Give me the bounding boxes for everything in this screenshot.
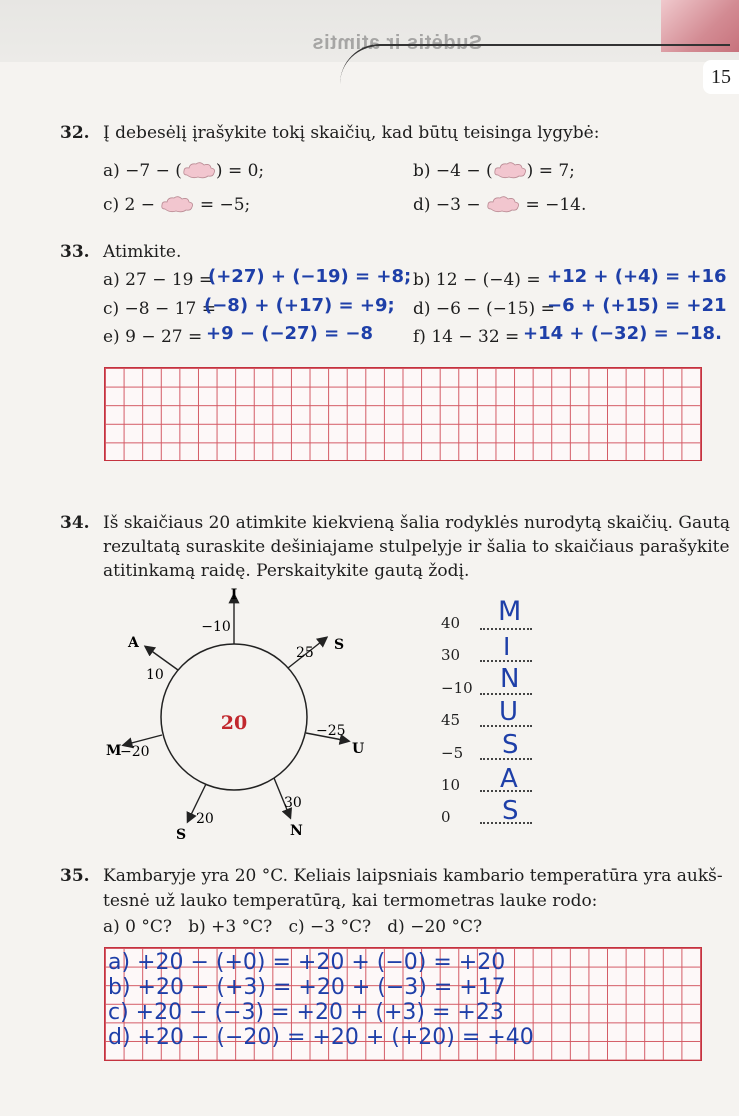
column-value: 40	[441, 614, 461, 632]
ex35-answer-b: b) +20 − (+3) = +20 + (−3) = +17	[108, 975, 506, 1000]
ex35-instruction-line-2: tesnė už lauko temperatūrą, kai termometras lauke rodo:	[103, 891, 598, 911]
ex35-answer-d: d) +20 − (−20) = +20 + (+20) = +40	[108, 1025, 534, 1050]
page-number: 15	[703, 60, 739, 94]
ex35-answer-c: c) +20 − (−3) = +20 + (+3) = +23	[108, 1000, 504, 1025]
cloud-icon	[160, 195, 194, 213]
handwritten-letter: I	[503, 632, 511, 661]
ex33-question-c: c) −8 − 17 =	[103, 299, 216, 319]
answer-dots	[480, 628, 532, 630]
column-value: −5	[441, 744, 464, 762]
ex33-answer-e: +9 − (−27) = −8	[206, 323, 374, 344]
cloud-icon	[493, 161, 527, 179]
handwritten-letter: A	[500, 764, 518, 794]
ex33-instruction: Atimkite.	[103, 242, 182, 262]
ex33-answer-b: +12 + (+4) = +16	[547, 266, 727, 287]
ex35-number: 35.	[60, 866, 90, 886]
ex33-question-b: b) 12 − (−4) =	[413, 270, 541, 290]
handwritten-letter: M	[498, 596, 522, 627]
ex32-item-d: d) −3 − = −14.	[413, 195, 587, 215]
center-value: 20	[220, 712, 248, 734]
ex33-question-a: a) 27 − 19 =	[103, 270, 214, 290]
handwritten-letter: U	[499, 697, 519, 727]
arrow-value-n: 30	[284, 795, 302, 811]
arrow-letter-m: M	[106, 743, 122, 759]
ex33-answer-d: −6 + (+15) = +21	[547, 295, 727, 316]
handwritten-letter: N	[500, 664, 520, 694]
ex34-instruction-line-1: Iš skaičiaus 20 atimkite kiekvieną šalia rodyklės nurodytą skaičių. Gautą	[103, 513, 730, 533]
ex32-item-b: b) −4 − ( ) = 7;	[413, 161, 575, 181]
arrow-letter-u: U	[352, 741, 365, 757]
ex33-answer-a: (+27) + (−19) = +8;	[208, 266, 412, 287]
handwritten-letter: S	[502, 796, 519, 826]
cloud-icon	[182, 161, 216, 179]
column-value: 45	[441, 711, 461, 729]
ex32-item-c: c) 2 − = −5;	[103, 195, 251, 215]
arrow-value-u: −25	[316, 723, 346, 739]
column-value: 30	[441, 646, 461, 664]
ex32-number: 32.	[60, 123, 90, 143]
handwritten-letter: S	[502, 730, 519, 760]
ex35-instruction-line-1: Kambaryje yra 20 °C. Keliais laipsniais kambario temperatūra yra aukš-	[103, 866, 723, 886]
column-value: 10	[441, 776, 461, 794]
ex34-instruction-line-2: rezultatą suraskite dešiniajame stulpelyje ir šalia to skaičiaus parašykite	[103, 537, 730, 557]
ex33-workspace-grid	[104, 367, 702, 461]
arrow-value-m: −20	[120, 744, 150, 760]
ex34-number: 34.	[60, 513, 90, 533]
column-value: 0	[441, 808, 451, 826]
ex32-instruction: Į debesėlį įrašykite tokį skaičių, kad būtų teisinga lygybė:	[103, 123, 600, 143]
arrow-letter-s2: S	[176, 827, 187, 843]
cloud-icon	[486, 195, 520, 213]
header-curve-line	[340, 44, 730, 86]
arrow-value-a: 10	[146, 667, 164, 683]
arrow-letter-i: I	[230, 587, 238, 603]
arrow-letter-n: N	[290, 823, 303, 839]
ex33-number: 33.	[60, 242, 90, 262]
ex34-instruction-line-3: atitinkamą raidę. Perskaitykite gautą žodį.	[103, 561, 470, 581]
ex34-arrow-diagram	[90, 585, 390, 845]
arrow-value-s1: 25	[296, 645, 314, 661]
ex35-options: a) 0 °C? b) +3 °C? c) −3 °C? d) −20 °C?	[103, 917, 483, 937]
ex33-question-e: e) 9 − 27 =	[103, 327, 203, 347]
ex33-answer-c: (−8) + (+17) = +9;	[204, 295, 395, 316]
arrow-letter-a: A	[128, 635, 139, 651]
ex33-question-d: d) −6 − (−15) =	[413, 299, 555, 319]
arrow-value-s2: 20	[196, 811, 214, 827]
ex33-answer-f: +14 + (−32) = −18.	[523, 323, 722, 344]
ex32-item-a: a) −7 − ( ) = 0;	[103, 161, 265, 181]
header-title: Sudėtis ir atimtis	[312, 32, 483, 54]
arrow-letter-s1: S	[334, 637, 345, 653]
column-value: −10	[441, 679, 473, 697]
ex33-question-f: f) 14 − 32 =	[413, 327, 520, 347]
arrow-value-i: −10	[201, 619, 231, 635]
ex35-answer-a: a) +20 − (+0) = +20 + (−0) = +20	[108, 950, 506, 975]
